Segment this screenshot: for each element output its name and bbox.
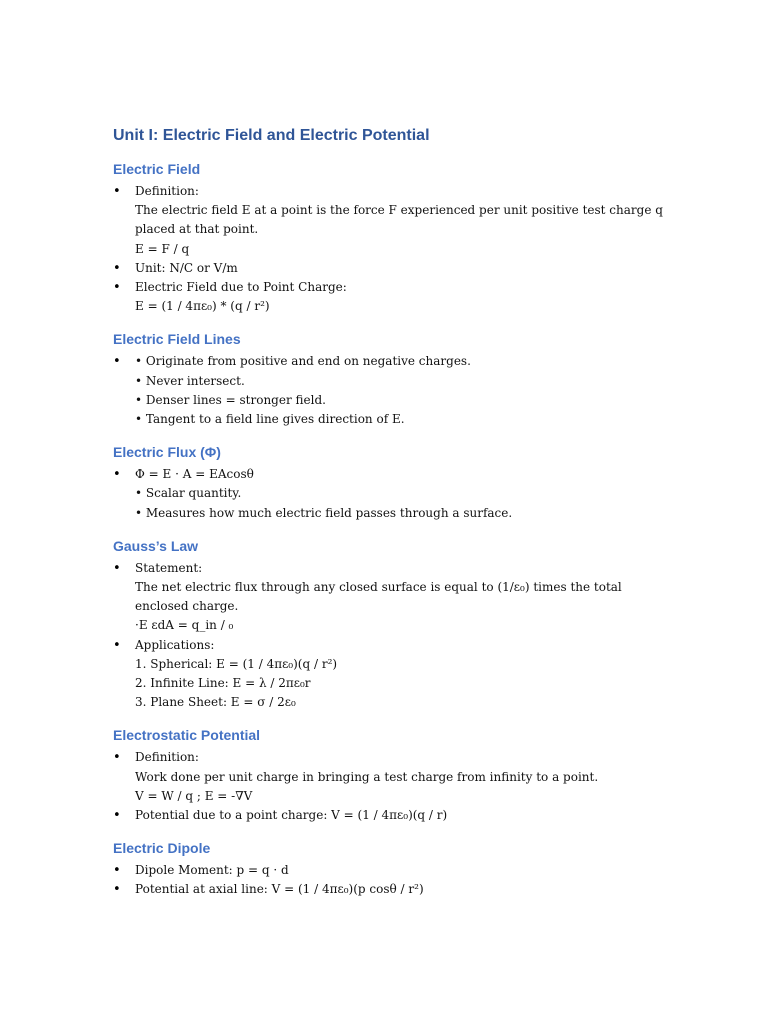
list-item — [113, 636, 653, 713]
section-gauss-s-law — [113, 535, 653, 713]
bullet-icon: • — [113, 863, 121, 879]
list-item-text: enclosed charge. — [135, 599, 239, 614]
list-item-text: • Tangent to a field line gives direction of E. — [135, 412, 405, 427]
list-item — [113, 880, 653, 899]
list-item-text: Potential at axial line: V = (1 / 4πε₀)(p cosθ / r²) — [135, 882, 424, 897]
list-item-text: Φ = E · A = EAcosθ — [135, 467, 254, 482]
section-electric-field — [113, 158, 663, 316]
section-heading: Electric Flux (Φ) — [113, 444, 221, 461]
list-item-text: V = W / q ; E = -∇V — [135, 788, 253, 803]
list-item — [113, 559, 653, 636]
list-item-text: E = (1 / 4πε₀) * (q / r²) — [135, 299, 270, 314]
list-item-text: 3. Plane Sheet: E = σ / 2ε₀ — [135, 695, 296, 710]
list-item — [113, 465, 653, 523]
list-item-text: Statement: — [135, 560, 203, 575]
list-item-text: 1. Spherical: E = (1 / 4πε₀)(q / r²) — [135, 656, 338, 671]
list-item-text: • Originate from positive and end on negative charges. — [135, 354, 471, 369]
document-title: Unit I: Electric Field and Electric Potential — [113, 127, 430, 144]
list-item-text: Work done per unit charge in bringing a test charge from infinity to a point. — [135, 769, 599, 784]
bullet-list — [113, 861, 653, 899]
list-item-text: • Scalar quantity. — [135, 486, 242, 501]
bullet-icon: • — [113, 280, 121, 296]
list-item — [113, 182, 663, 259]
list-item — [113, 259, 653, 278]
list-item-text: Unit: N/C or V/m — [135, 260, 238, 275]
list-item-text: • Never intersect. — [135, 373, 245, 388]
bullet-icon: • — [113, 467, 121, 483]
list-item — [113, 748, 653, 806]
bullet-list — [113, 352, 653, 429]
list-item-text: The net electric flux through any closed surface is equal to (1/ε₀) times the total — [135, 580, 622, 595]
list-item-text: ·E εdA = q_in / ₀ — [135, 618, 234, 633]
section-heading: Gauss’s Law — [113, 537, 199, 554]
bullet-icon: • — [113, 560, 121, 576]
list-item-text: Definition: — [135, 750, 199, 765]
bullet-icon: • — [113, 882, 121, 898]
list-item-text: Applications: — [135, 637, 215, 652]
bullet-list — [113, 182, 663, 316]
list-item — [113, 278, 653, 316]
list-item-text: Dipole Moment: p = q · d — [135, 863, 289, 878]
section-heading: Electric Field — [113, 161, 201, 177]
list-item-text: Potential due to a point charge: V = (1 / 4πε₀)(q / r) — [135, 808, 448, 823]
list-item-text: 2. Infinite Line: E = λ / 2πε₀r — [135, 676, 311, 691]
section-electric-field-lines — [113, 328, 653, 429]
list-item-text: • Denser lines = stronger field. — [135, 392, 326, 407]
bullet-icon: • — [113, 184, 121, 199]
section-electric-dipole — [113, 837, 653, 899]
document-body — [113, 158, 663, 900]
list-item-text: The electric field E at a point is the force F experienced per unit positive test charge q — [135, 203, 663, 218]
document-page — [113, 122, 663, 900]
section-electric-flux — [113, 441, 653, 523]
bullet-list — [113, 465, 653, 523]
bullet-icon: • — [113, 750, 121, 766]
list-item-text: Definition: — [135, 184, 199, 198]
list-item — [113, 861, 653, 880]
list-item-text: Electric Field due to Point Charge: — [135, 280, 347, 295]
section-heading: Electrostatic Potential — [113, 727, 261, 744]
bullet-list — [113, 559, 653, 713]
section-electrostatic-potential — [113, 724, 653, 825]
list-item-text: placed at that point. — [135, 222, 259, 237]
list-item — [113, 352, 653, 429]
list-item — [113, 806, 653, 825]
bullet-icon: • — [113, 260, 121, 276]
list-item-text: • Measures how much electric field passes through a surface. — [135, 505, 513, 520]
bullet-list — [113, 748, 653, 825]
bullet-icon: • — [113, 637, 121, 653]
bullet-icon: • — [113, 354, 121, 370]
section-heading: Electric Field Lines — [113, 331, 241, 348]
list-item-text: E = F / q — [135, 241, 190, 256]
bullet-icon: • — [113, 808, 121, 824]
section-heading: Electric Dipole — [113, 840, 211, 857]
